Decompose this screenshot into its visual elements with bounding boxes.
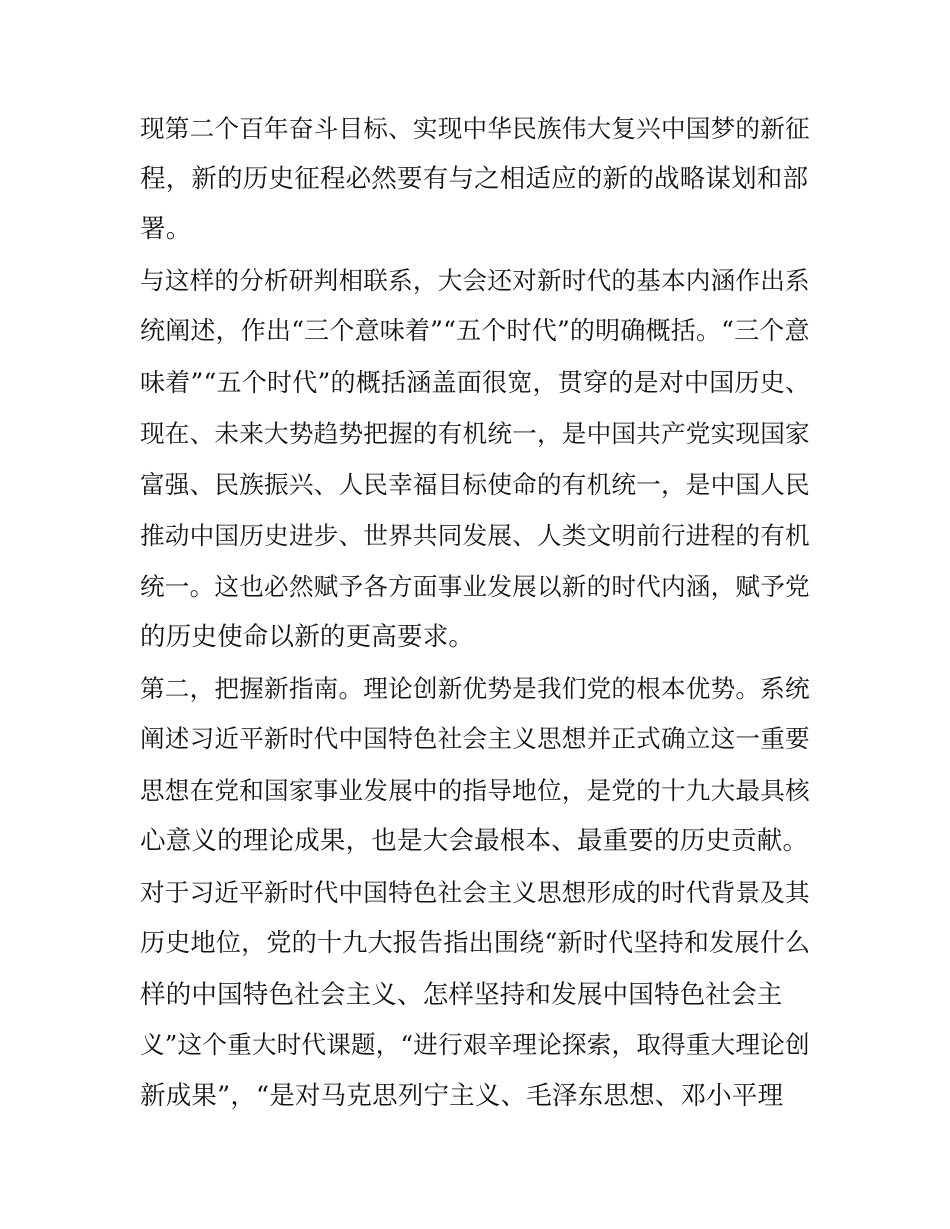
text-line: 阐述习近平新时代中国特色社会主义思想并正式确立这一重要 [140,724,810,753]
text-line: 署。 [140,214,192,244]
text-line: 推动中国历史进步、世界共同发展、人类文明前行进程的有机 [140,521,810,550]
text-line: 统一。这也必然赋予各方面事业发展以新的时代内涵，赋予党 [140,572,810,601]
text-line: 味着”“五个时代”的概括涵盖面很宽，贯穿的是对中国历史、 [140,368,811,397]
text-line: 现第二个百年奋斗目标、实现中华民族伟大复兴中国梦的新征 [140,114,810,143]
text-line: 心意义的理论成果，也是大会最根本、最重要的历史贡献。 [140,826,809,856]
text-line: 思想在党和国家事业发展中的指导地位，是党的十九大最具核 [140,776,810,805]
text-line: 现在、未来大势趋势把握的有机统一，是中国共产党实现国家 [140,419,810,448]
text-line: 的历史使命以新的更高要求。 [140,622,475,652]
text-line: 对于习近平新时代中国特色社会主义思想形成的时代背景及其 [140,878,810,907]
text-line: 第二，把握新指南。理论创新优势是我们党的根本优势。系统 [140,674,810,703]
text-line: 样的中国特色社会主义、怎样坚持和发展中国特色社会主 [140,980,783,1010]
text-line: 新成果”，“是对马克思列宁主义、毛泽东思想、邓小平理 [140,1081,784,1111]
text-line: 义”这个重大时代课题，“进行艰辛理论探索，取得重大理论创 [140,1030,810,1059]
text-line: 历史地位，党的十九大报告指出围绕“新时代坚持和发展什么 [140,928,811,957]
text-line: 富强、民族振兴、人民幸福目标使命的有机统一，是中国人民 [140,470,810,499]
text-line: 与这样的分析研判相联系，大会还对新时代的基本内涵作出系 [140,266,810,295]
text-line: 统阐述，作出“三个意味着”“五个时代”的明确概括。“三个意 [140,316,810,345]
text-line: 程，新的历史征程必然要有与之相适应的新的战略谋划和部 [140,164,809,194]
